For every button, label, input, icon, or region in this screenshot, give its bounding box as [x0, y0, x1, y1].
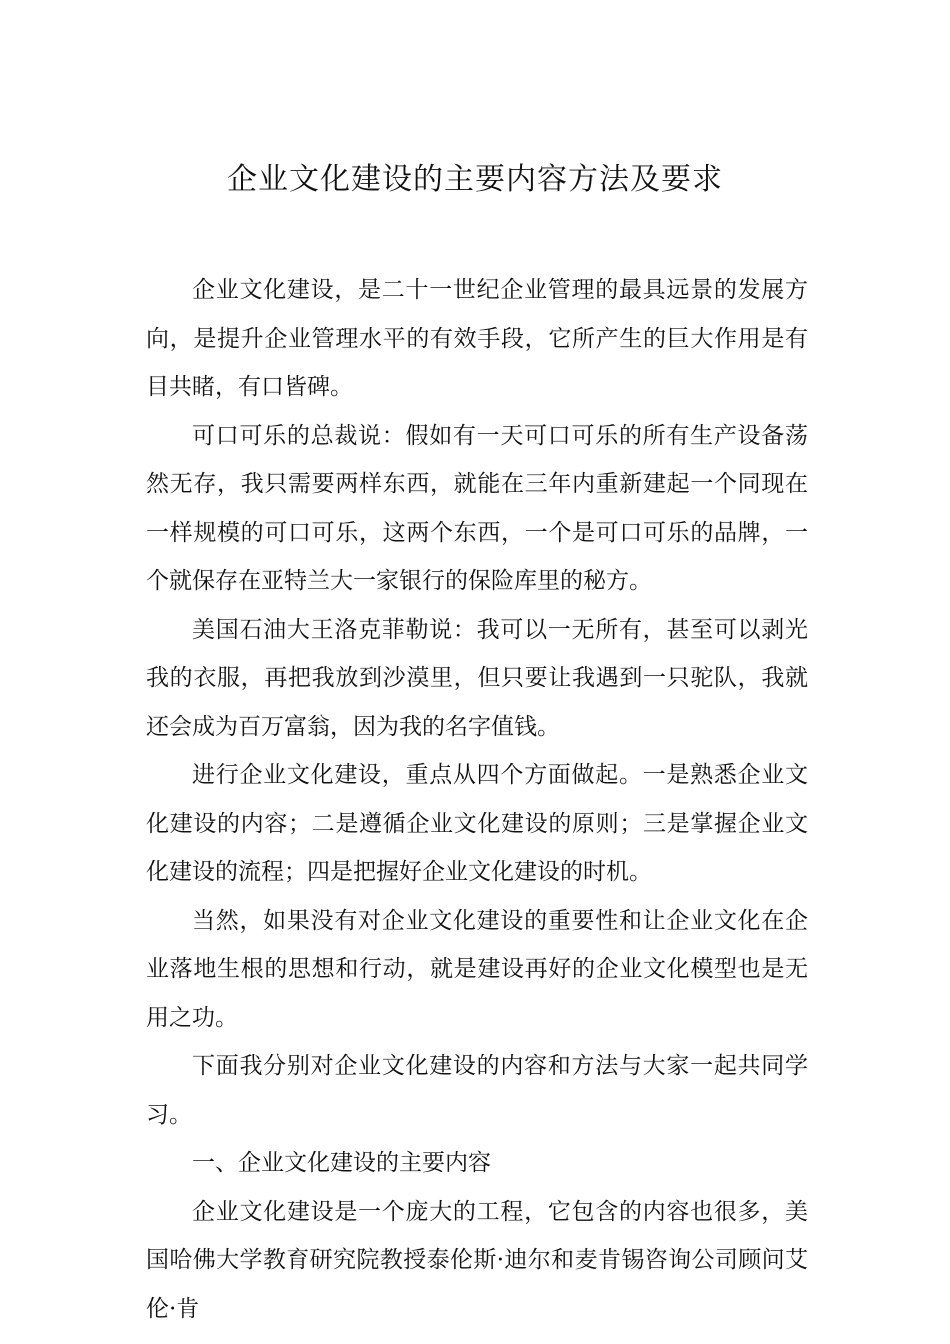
- document-body: [146, 266, 808, 1333]
- document-title: 企业文化建设的主要内容方法及要求: [227, 162, 723, 197]
- paragraph-transition: 下面我分别对企业文化建设的内容和方法与大家一起共同学习。: [146, 1053, 808, 1128]
- paragraph-four-aspects: 进行企业文化建设，重点从四个方面做起。一是熟悉企业文化建设的内容；二是遵循企业文化建设的原则；三是掌握企业文化建设的流程；四是把握好企业文化建设的时机。: [146, 762, 808, 885]
- section-heading-main-content: 一、企业文化建设的主要内容: [192, 1150, 491, 1176]
- paragraph-coca-cola-quote: 可口可乐的总裁说：假如有一天可口可乐的所有生产设备荡然无存，我只需要两样东西，就能在三年内重新建起一个同现在一样规模的可口可乐，这两个东西，一个是可口可乐的品牌，一个就保存在亚特兰大一家银行的保险库里的秘方。: [146, 422, 808, 594]
- paragraph-intro: 企业文化建设，是二十一世纪企业管理的最具远景的发展方向，是提升企业管理水平的有效手段，它所产生的巨大作用是有目共睹，有口皆碑。: [146, 277, 808, 400]
- paragraph-rockefeller-quote: 美国石油大王洛克菲勒说：我可以一无所有，甚至可以剥光我的衣服，再把我放到沙漠里，但只要让我遇到一只驼队，我就还会成为百万富翁，因为我的名字值钱。: [146, 616, 808, 740]
- paragraph-section-one-start: 企业文化建设是一个庞大的工程，它包含的内容也很多，美国哈佛大学教育研究院教授泰伦斯·迪尔和麦肯锡咨询公司顾问艾伦·肯: [146, 1198, 808, 1322]
- paragraph-importance: 当然，如果没有对企业文化建设的重要性和让企业文化在企业落地生根的思想和行动，就是建设再好的企业文化模型也是无用之功。: [146, 907, 808, 1031]
